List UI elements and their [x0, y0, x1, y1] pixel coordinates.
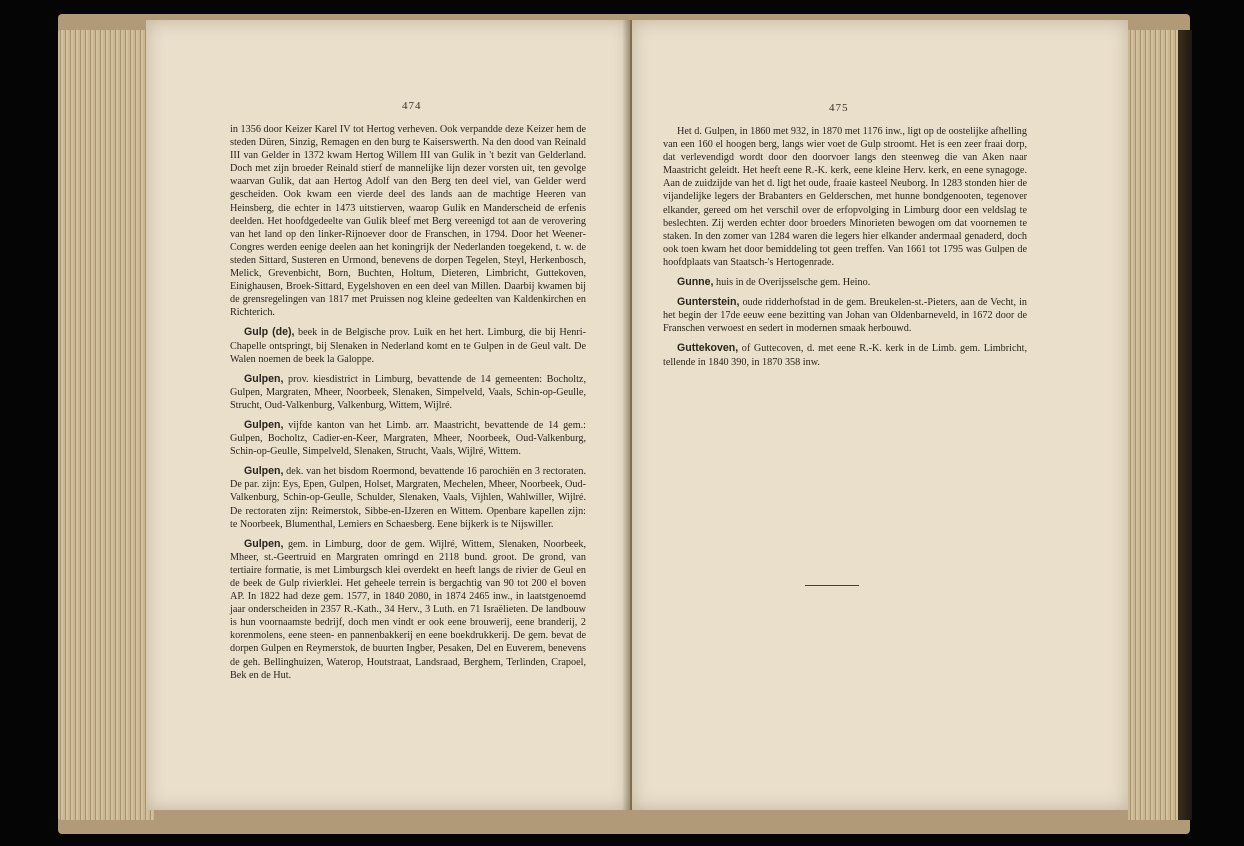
right-page: [632, 20, 1128, 810]
entry-text: oude ridderhofstad in de gem. Breukelen-st.-Pieters, aan de Vecht, in het begin der 17de eeuw eene bezitting van Johan van Oldenbarneveld, in 1672 door de Franschen verwoest en sedert in modernen smaak herbouwd.: [663, 297, 1027, 335]
headword: Gunterstein,: [677, 296, 740, 309]
right-column: [663, 125, 1027, 376]
dictionary-entry: [230, 465, 586, 530]
entry-text: beek in de Belgische prov. Luik en het hert. Limburg, die bij Henri-Chapelle ontspringt, bij Slenaken in Nederland komt en te Gulpen in de Geul valt. De Walen noemen de beek la Galoppe.: [230, 327, 586, 365]
entry-text: of Guttecoven, d. met eene R.-K. kerk in de Limb. gem. Limbricht, tellende in 1840 390, in 1870 358 inw.: [663, 343, 1027, 368]
left-page-edges: [58, 30, 154, 820]
dictionary-entry: [230, 538, 586, 682]
paragraph: Het d. Gulpen, in 1860 met 932, in 1870 met 1176 inw., ligt op de oostelijke afhelling van een 160 el hoogen berg, langs wier voet de Gulp stroomt. Het is een zeer fraai dorp, dat verlevendigd wordt door den doorvoer langs den steenweg die van Aken naar Maastricht geleidt. Het heeft eene R.-K. kerk, eene kleine Herv. kerk, en eene synagoge. Aan de zuidzijde van het d. ligt het oude, fraaie kasteel Neuborg. In 1283 stonden hier de vijandelijke legers der Brabanters en Gelderschen, met hunne bondgenooten, tegenover elkander, gereed om het verschil over de erfopvolging in Limburg door een veldslag te beslechten. Zij werden echter door broeders Minorieten bewogen om dat voornemen te staken. In den zomer van 1284 waren die legers hier elkander andermaal genaderd, doch ook toen kwam het door bemiddeling tot geen treffen. Van 1661 tot 1795 was Gulpen de hoofdplaats van Staatsch-'s Hertogenrade.: [663, 126, 1027, 268]
page-number: 475: [829, 102, 849, 114]
dictionary-entry: [230, 373, 586, 412]
dictionary-entry: [230, 419, 586, 458]
entry-text: dek. van het bisdom Roermond, bevattende 16 parochiën en 3 rectoraten. De par. zijn: Eys, Epen, Gulpen, Holset, Margraten, Mechelen, Mheer, Noorbeek, Oud-Valkenburg, Schin-op-Geulle, Schulder, Slenaken, Vaals, Vijhlen, Wahlwiller, Wijlré. De rectoraten zijn: Reimerstok, Sibbe-en-IJzeren en Wittem. Openbare kapellen zijn: te Noorbeek, Blumenthal, Lemiers en Schaesberg. Eene bijkerk is te Nijswiller.: [230, 466, 586, 530]
headword: Gulpen,: [244, 537, 284, 550]
headword: Gulpen,: [244, 465, 284, 478]
entry-text: vijfde kanton van het Limb. arr. Maastricht, bevattende de 14 gem.: Gulpen, Bocholtz, Cadier-en-Keer, Margraten, Mheer, Noorbeek, Oud-Valkenburg, Schin-op-Geulle, Simpelveld, Slenaken, Strucht, Vaals, Wijlré, Wittem.: [230, 419, 586, 458]
dictionary-entry: [663, 342, 1027, 368]
headword: Gulp (de),: [244, 326, 295, 339]
left-page: [146, 20, 630, 810]
end-rule: [805, 585, 859, 586]
headword: Guttekoven,: [677, 342, 739, 355]
dictionary-entry: [663, 296, 1027, 335]
paragraph: in 1356 door Keizer Karel IV tot Hertog verheven. Ook verpandde deze Keizer hem de steden Düren, Sinzig, Remagen en den burg te Kaiserswerth. Na den dood van Reinald III van Gelder in 1372 kwam Hertog Willem III van Gulik in 't bezit van Gelderland. Doch met zijn broeder Reinald stierf de mannelijke lijn dezer vorsten uit, ten gevolge waarvan Gulik, dat aan Hertog Adolf van den Berg ten deel viel, van Gelder werd gescheiden. Ook kwam een vierde deel des lands aan de machtige Heeren van Heinsberg, die echter in 1473 uitstierven, waarop Gulik en Manderscheid de erfenis deelden. Het hoofdgedeelte van Gulik bleef met Berg vereenigd tot aan de verovering van het land op den linker-Rijnoever door de Franschen, in 1794. Door het Weener-Congres werden eenige deelen aan het koningrijk der Nederlanden toegekend, t. w. de steden Sittard, Susteren en Urmond, benevens de dorpen Tegelen, Steyl, Herkenbosch, Melick, Grevenbicht, Born, Buchten, Holtum, Dieteren, Limbricht, Guttekoven, Einighausen, Broek-Sittard, Eygelshoven en een deel van Millen. Daarbij kwamen bij de grensregelingen van 1817 met Pruissen nog kleine gedeelten van Kaldenkirchen en Richterich.: [230, 124, 586, 319]
entry-text: gem. in Limburg, door de gem. Wijlré, Wittem, Slenaken, Noorbeek, Mheer, st.-Geertruid en Margraten omringd en 2118 bund. groot. De grond, van tertiaire formatie, is met Limburgsch klei overdekt en heeft langs de rivier de Geul en de beek de Gulp rivierklei. Het geheele terrein is bergachtig van 90 tot 200 el boven AP. In 1822 had deze gem. 1577, in 1840 2080, in 1874 2465 inw., in laatstgenoemd jaar onderscheiden in 2357 R.-Kath., 34 Herv., 3 Luth. en 71 Israëlieten. De landbouw is hun voornaamste bedrijf, doch men vindt er ook eene brouwerij, eene branderij, 2 korenmolens, eene steen- en pannenbakkerij en eene boekdrukkerij. De gem. bevat de dorpen Gulpen en Reymerstok, de buurten Ingber, Pesaken, Del en Euverem, benevens de geh. Bellinghuizen, Waterop, Houtstraat, Landsraad, Berghem, Terlinden, Crapoel, Bek en de Hut.: [230, 538, 586, 681]
page-number: 474: [402, 100, 422, 112]
entry-text: prov. kiesdistrict in Limburg, bevattende de 14 gemeenten: Bocholtz, Gulpen, Margraten, Mheer, Noorbeek, Slenaken, Simpelveld, Vaals, Schin-op-Geulle, Strucht, Oud-Valkenburg, Valkenburg, Wittem, Wijlré.: [230, 373, 586, 411]
dictionary-entry: [663, 276, 1027, 289]
book-cover: [1178, 30, 1192, 820]
headword: Gulpen,: [244, 372, 284, 385]
headword: Gunne,: [677, 276, 714, 289]
headword: Gulpen,: [244, 418, 284, 431]
left-column: [230, 123, 586, 689]
dictionary-entry: [230, 326, 586, 365]
entry-text: huis in de Overijsselsche gem. Heino.: [713, 277, 871, 289]
